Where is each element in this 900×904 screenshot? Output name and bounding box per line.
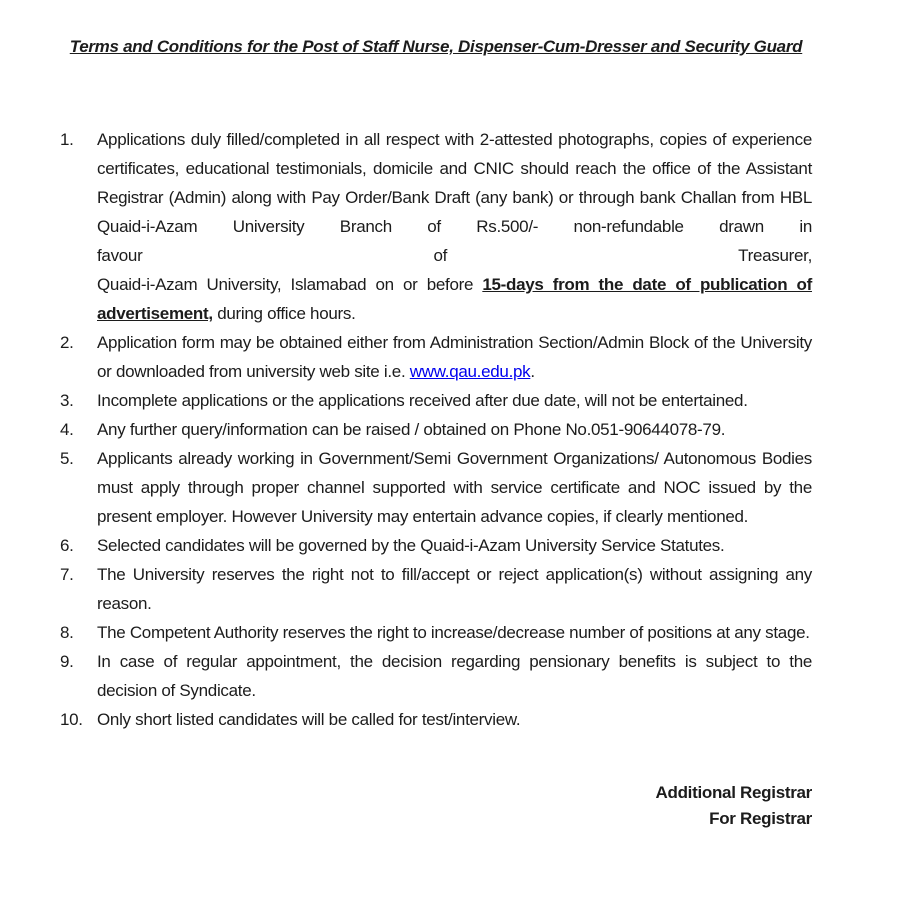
page-title: Terms and Conditions for the Post of Staff Nurse, Dispenser-Cum-Dresser and Security Guard <box>69 37 803 56</box>
list-item-content: Any further query/information can be raised / obtained on Phone No.051-90644078-79. <box>97 420 726 439</box>
item2-text-tail: . <box>530 362 535 381</box>
item2-text: Application form may be obtained either from Administration Section/Admin Block of the University or downloaded from university web site i.e. <box>97 333 812 381</box>
list-item-number: 7. <box>60 565 74 584</box>
list-item-number: 3. <box>60 391 74 410</box>
list-item-content: The University reserves the right not to fill/accept or reject application(s) without assigning any reason. <box>97 565 812 613</box>
list-item-7 <box>60 560 812 618</box>
item1-justified-spread-line <box>97 241 812 270</box>
list-item-1 <box>60 125 812 328</box>
terms-list <box>60 125 812 734</box>
list-item-4 <box>60 415 812 444</box>
list-item-content: Only short listed candidates will be called for test/interview. <box>97 710 521 729</box>
list-item-number: 1. <box>60 130 74 149</box>
list-item-10 <box>60 705 812 734</box>
list-item-content: The Competent Authority reserves the right to increase/decrease number of positions at any stage. <box>97 623 810 642</box>
list-item-9 <box>60 647 812 705</box>
spread-word: favour <box>97 246 143 265</box>
list-item-number: 8. <box>60 623 74 642</box>
list-item-number: 9. <box>60 652 74 671</box>
list-item-content <box>97 125 812 328</box>
list-item-number: 10. <box>60 710 83 729</box>
signature-title: Additional Registrar <box>655 783 812 802</box>
university-website-link[interactable]: www.qau.edu.pk <box>409 362 531 381</box>
signature-block <box>60 780 812 832</box>
item1-text: Quaid-i-Azam University, Islamabad on or before <box>97 275 483 294</box>
list-item-content: Incomplete applications or the applications received after due date, will not be entertained. <box>97 391 748 410</box>
list-item-content: Selected candidates will be governed by the Quaid-i-Azam University Service Statutes. <box>97 536 725 555</box>
list-item-2 <box>60 328 812 386</box>
spread-word: Treasurer, <box>738 246 812 265</box>
signature-subtitle: For Registrar <box>709 809 812 828</box>
item1-paragraph-part1: Applications duly filled/completed in all respect with 2-attested photographs, copies of experience certificates, educational testimonials, domicile and CNIC should reach the office of the Assistant Registrar (Admin) along with Pay Order/Bank Draft (any bank) or through bank Challan from HBL Quaid-i-Azam University Branch of Rs.500/- non-refundable drawn in <box>97 130 812 236</box>
list-item-number: 5. <box>60 449 74 468</box>
list-item-content: Applicants already working in Government/Semi Government Organizations/ Autonomous Bodies must apply through proper channel supported with service certificate and NOC issued by the present employer. However University may entertain advance copies, if clearly mentioned. <box>97 449 812 526</box>
list-item-content <box>97 328 812 386</box>
list-item-number: 6. <box>60 536 74 555</box>
list-item-content: In case of regular appointment, the decision regarding pensionary benefits is subject to the decision of Syndicate. <box>97 652 812 700</box>
spread-word: of <box>433 246 448 265</box>
item1-paragraph-part2 <box>97 270 812 328</box>
list-item-8 <box>60 618 812 647</box>
item1-text-tail: during office hours. <box>212 304 356 323</box>
list-item-5 <box>60 444 812 531</box>
list-item-number: 4. <box>60 420 74 439</box>
item1-deadline-emphasis: 15-days from the date of publication of advertisement, <box>97 275 812 323</box>
list-item-3 <box>60 386 812 415</box>
list-item-6 <box>60 531 812 560</box>
list-item-number: 2. <box>60 333 74 352</box>
